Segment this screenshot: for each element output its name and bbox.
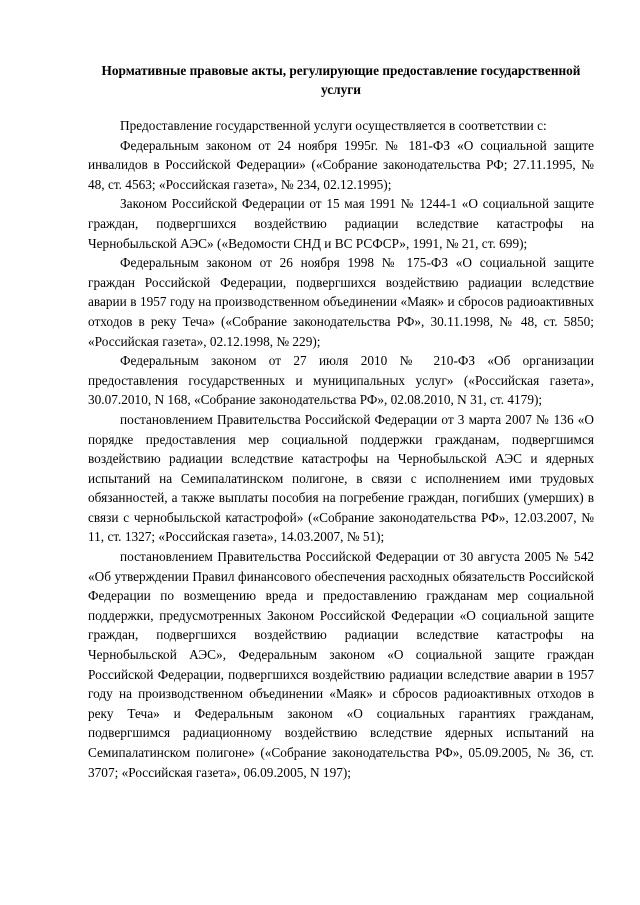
document-body [88, 62, 594, 782]
paragraph-intro: Предоставление государственной услуги осуществляется в соответствии с: [120, 118, 547, 133]
paragraph-law-175-fz: Федеральным законом от 26 ноября 1998 № 175-ФЗ «О социальной защите граждан Российской Федерации, подвергшихся воздействию радиации вследствие аварии в 1957 году на производственном объединении «Маяк» и сбросов радиоактивных отходов в реку Теча» («Собрание законодательства РФ», 30.11.1998, № 48, ст. 5850; «Российская газета», 02.12.1998, № 229); [88, 255, 594, 349]
paragraph-law-210-fz: Федеральным законом от 27 июля 2010 № 210-ФЗ «Об организации предоставления государственных и муниципальных услуг» («Российская газета», 30.07.2010, N 168, «Собрание законодательства РФ», 02.08.2010, N 31, ст. 4179); [88, 353, 594, 408]
paragraph-decree-136: постановлением Правительства Российской Федерации от 3 марта 2007 № 136 «О порядке предоставления мер социальной поддержки гражданам, подвергшимся воздействию радиации вследствие катастрофы на Чернобыльской АЭС и ядерных испытаний на Семипалатинском полигоне, в связи с исполнением ими трудовых обязанностей, а также выплаты пособия на погребение граждан, погибших (умерших) в связи с чернобыльской катастрофой» («Собрание законодательства РФ», 12.03.2007, № 11, ст. 1327; «Российская газета», 14.03.2007, № 51); [88, 411, 594, 545]
paragraph-decree-542: постановлением Правительства Российской Федерации от 30 августа 2005 № 542 «Об утверждении Правил финансового обеспечения расходных обязательств Российской Федерации по возмещению вреда и предоставлению гражданам мер социальной поддержки, предусмотренных Законом Российской Федерации «О социальной защите граждан, подвергшихся воздействию радиации вследствие катастрофы на Чернобыльской АЭС», Федеральным законом «О социальной защите граждан Российской Федерации, подвергшихся воздействию радиации вследствие аварии в 1957 году на производственном объединении «Маяк» и сбросов радиоактивных отходов в реку Теча» и Федеральным законом «О социальных гарантиях гражданам, подвергшимся радиационному воздействию вследствие ядерных испытаний на Семипалатинском полигоне» («Собрание законодательства РФ», 05.09.2005, № 36, ст. 3707; «Российская газета», 06.09.2005, N 197); [88, 549, 594, 780]
document-title: Нормативные правовые акты, регулирующие предоставление государственной услуги [101, 63, 581, 97]
paragraph-law-1244-1: Законом Российской Федерации от 15 мая 1991 № 1244-1 «О социальной защите граждан, подвергшихся воздействию радиации вследствие катастрофы на Чернобыльской АЭС» («Ведомости СНД и ВС РСФСР», 1991, № 21, ст. 699); [88, 196, 594, 251]
paragraph-law-181-fz: Федеральным законом от 24 ноября 1995г. № 181-ФЗ «О социальной защите инвалидов в Российской Федерации» («Собрание законодательства РФ; 27.11.1995, № 48, ст. 4563; «Российская газета», № 234, 02.12.1995); [88, 137, 594, 192]
